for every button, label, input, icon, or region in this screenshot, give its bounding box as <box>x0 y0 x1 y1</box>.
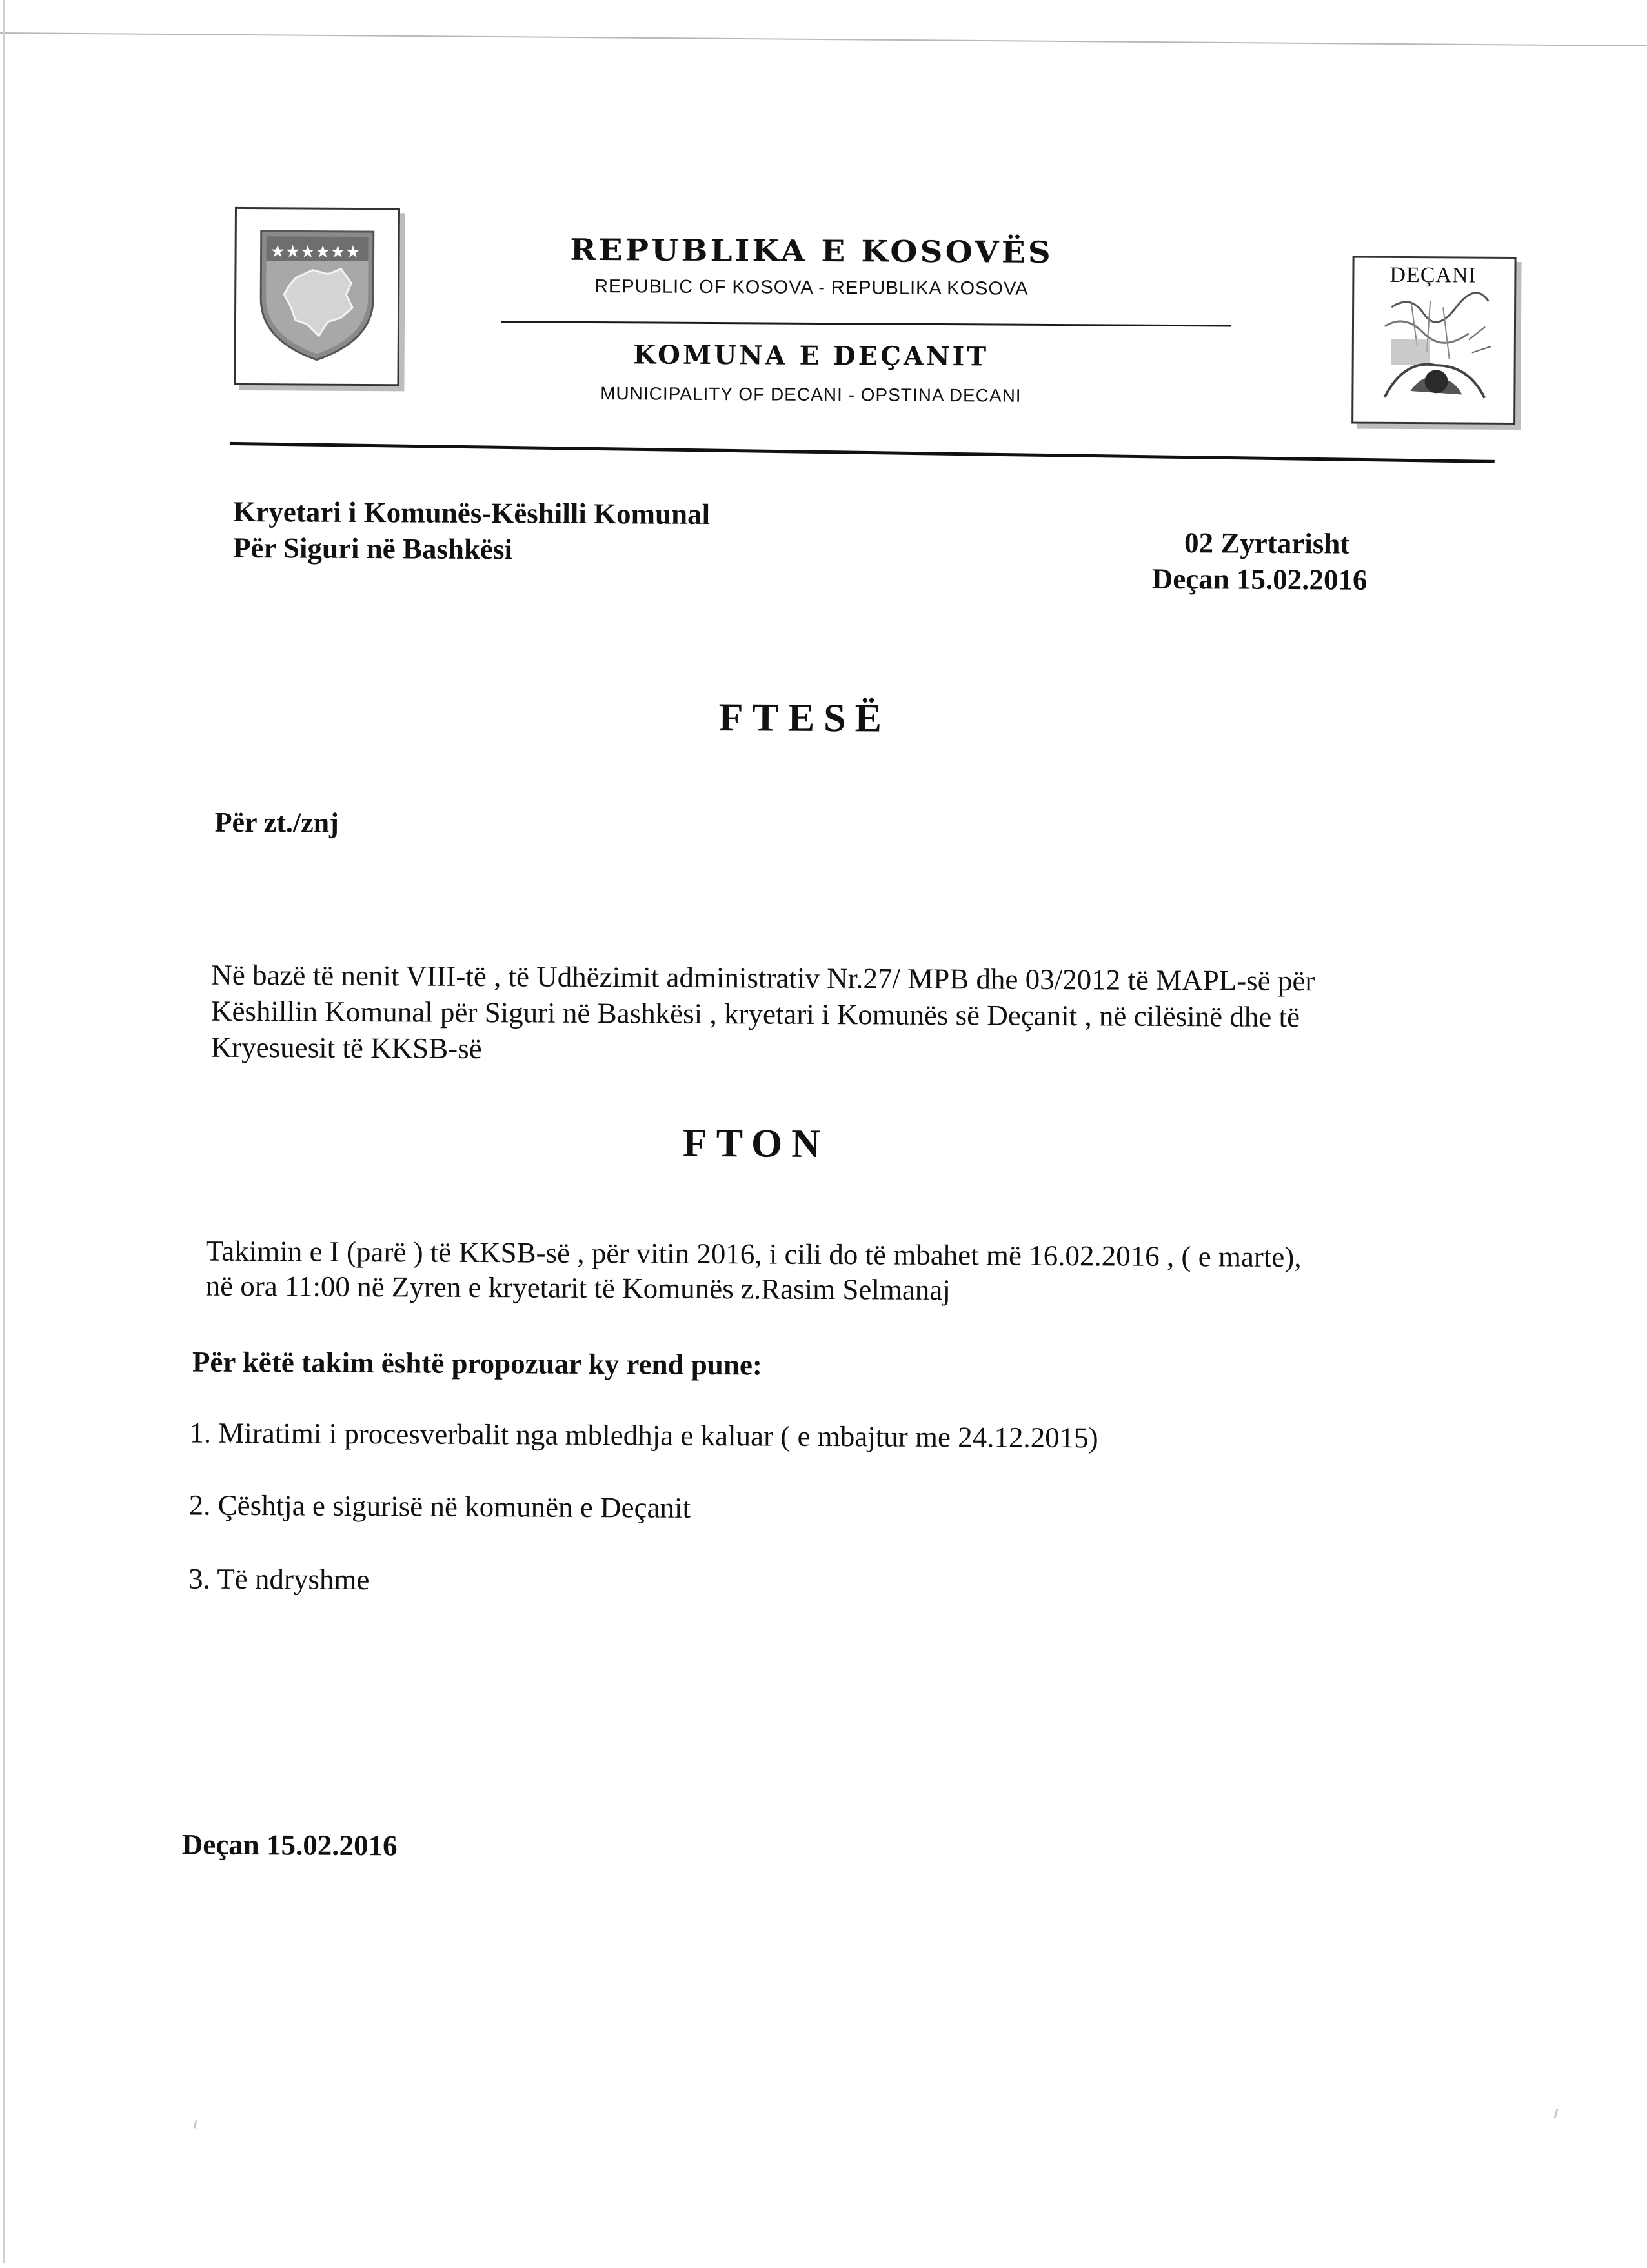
footer-place-date: Deçan 15.02.2016 <box>181 1828 398 1862</box>
decani-landscape-icon <box>1365 268 1501 411</box>
agenda-item: 3. Të ndryshme <box>188 1562 370 1596</box>
agenda-item: 2. Çështja e sigurisë në komunën e Deçanit <box>188 1489 691 1524</box>
svg-text:★★★★★★: ★★★★★★ <box>270 242 361 262</box>
header-divider <box>501 321 1231 326</box>
decani-municipality-logo <box>1351 256 1516 425</box>
addressee-line: Për zt./znj <box>214 806 339 839</box>
paragraph-line-2: Këshillin Komunal për Siguri në Bashkësi , kryetari i Komunës së Deçanit , në cilësinë dhe të <box>210 994 1300 1034</box>
header-republic-line: REPUBLIC OF KOSOVA - REPUBLIKA KOSOVA <box>594 276 1029 299</box>
header-republika: REPUBLIKA E KOSOVËS <box>570 232 1054 270</box>
header-komuna: KOMUNA E DEÇANIT <box>633 339 989 372</box>
coat-of-arms-icon <box>256 227 379 363</box>
paragraph-line-3: Kryesuesit të KKSB-së <box>210 1030 482 1065</box>
paragraph-line-1: Në bazë të nenit VIII-të , të Udhëzimit administrativ Nr.27/ MPB dhe 03/2012 të MAPL-së për <box>211 958 1315 998</box>
reference-number: 02 Zyrtarisht <box>1184 527 1350 560</box>
sender-line-2: Për Siguri në Bashkësi <box>232 531 513 566</box>
agenda-title: Për këtë takim është propozuar ky rend pune: <box>192 1345 763 1381</box>
kosovo-coat-of-arms <box>234 207 400 386</box>
meeting-line-2: në ora 11:00 në Zyren e kryetarit të Komunës z.Rasim Selmanaj <box>205 1269 951 1307</box>
agenda-item: 1. Miratimi i procesverbalit nga mbledhja e kaluar ( e mbajtur me 24.12.2015) <box>189 1416 1098 1454</box>
header-main-rule <box>230 442 1495 463</box>
sender-line-1: Kryetari i Komunës-Këshilli Komunal <box>233 495 711 531</box>
header-municipality-line: MUNICIPALITY OF DECANI - OPSTINA DECANI <box>600 383 1022 406</box>
document-subtitle: FTON <box>682 1121 830 1167</box>
logo-text: DEÇANI <box>1389 263 1477 288</box>
scan-speck <box>1554 2109 1559 2118</box>
document-title: FTESË <box>718 696 891 741</box>
meeting-line-1: Takimin e I (parë ) të KKSB-së , për vitin 2016, i cili do të mbahet më 16.02.2016 , ( e marte), <box>205 1234 1302 1274</box>
reference-place-date: Deçan 15.02.2016 <box>1151 562 1368 596</box>
scan-speck <box>194 2119 198 2128</box>
